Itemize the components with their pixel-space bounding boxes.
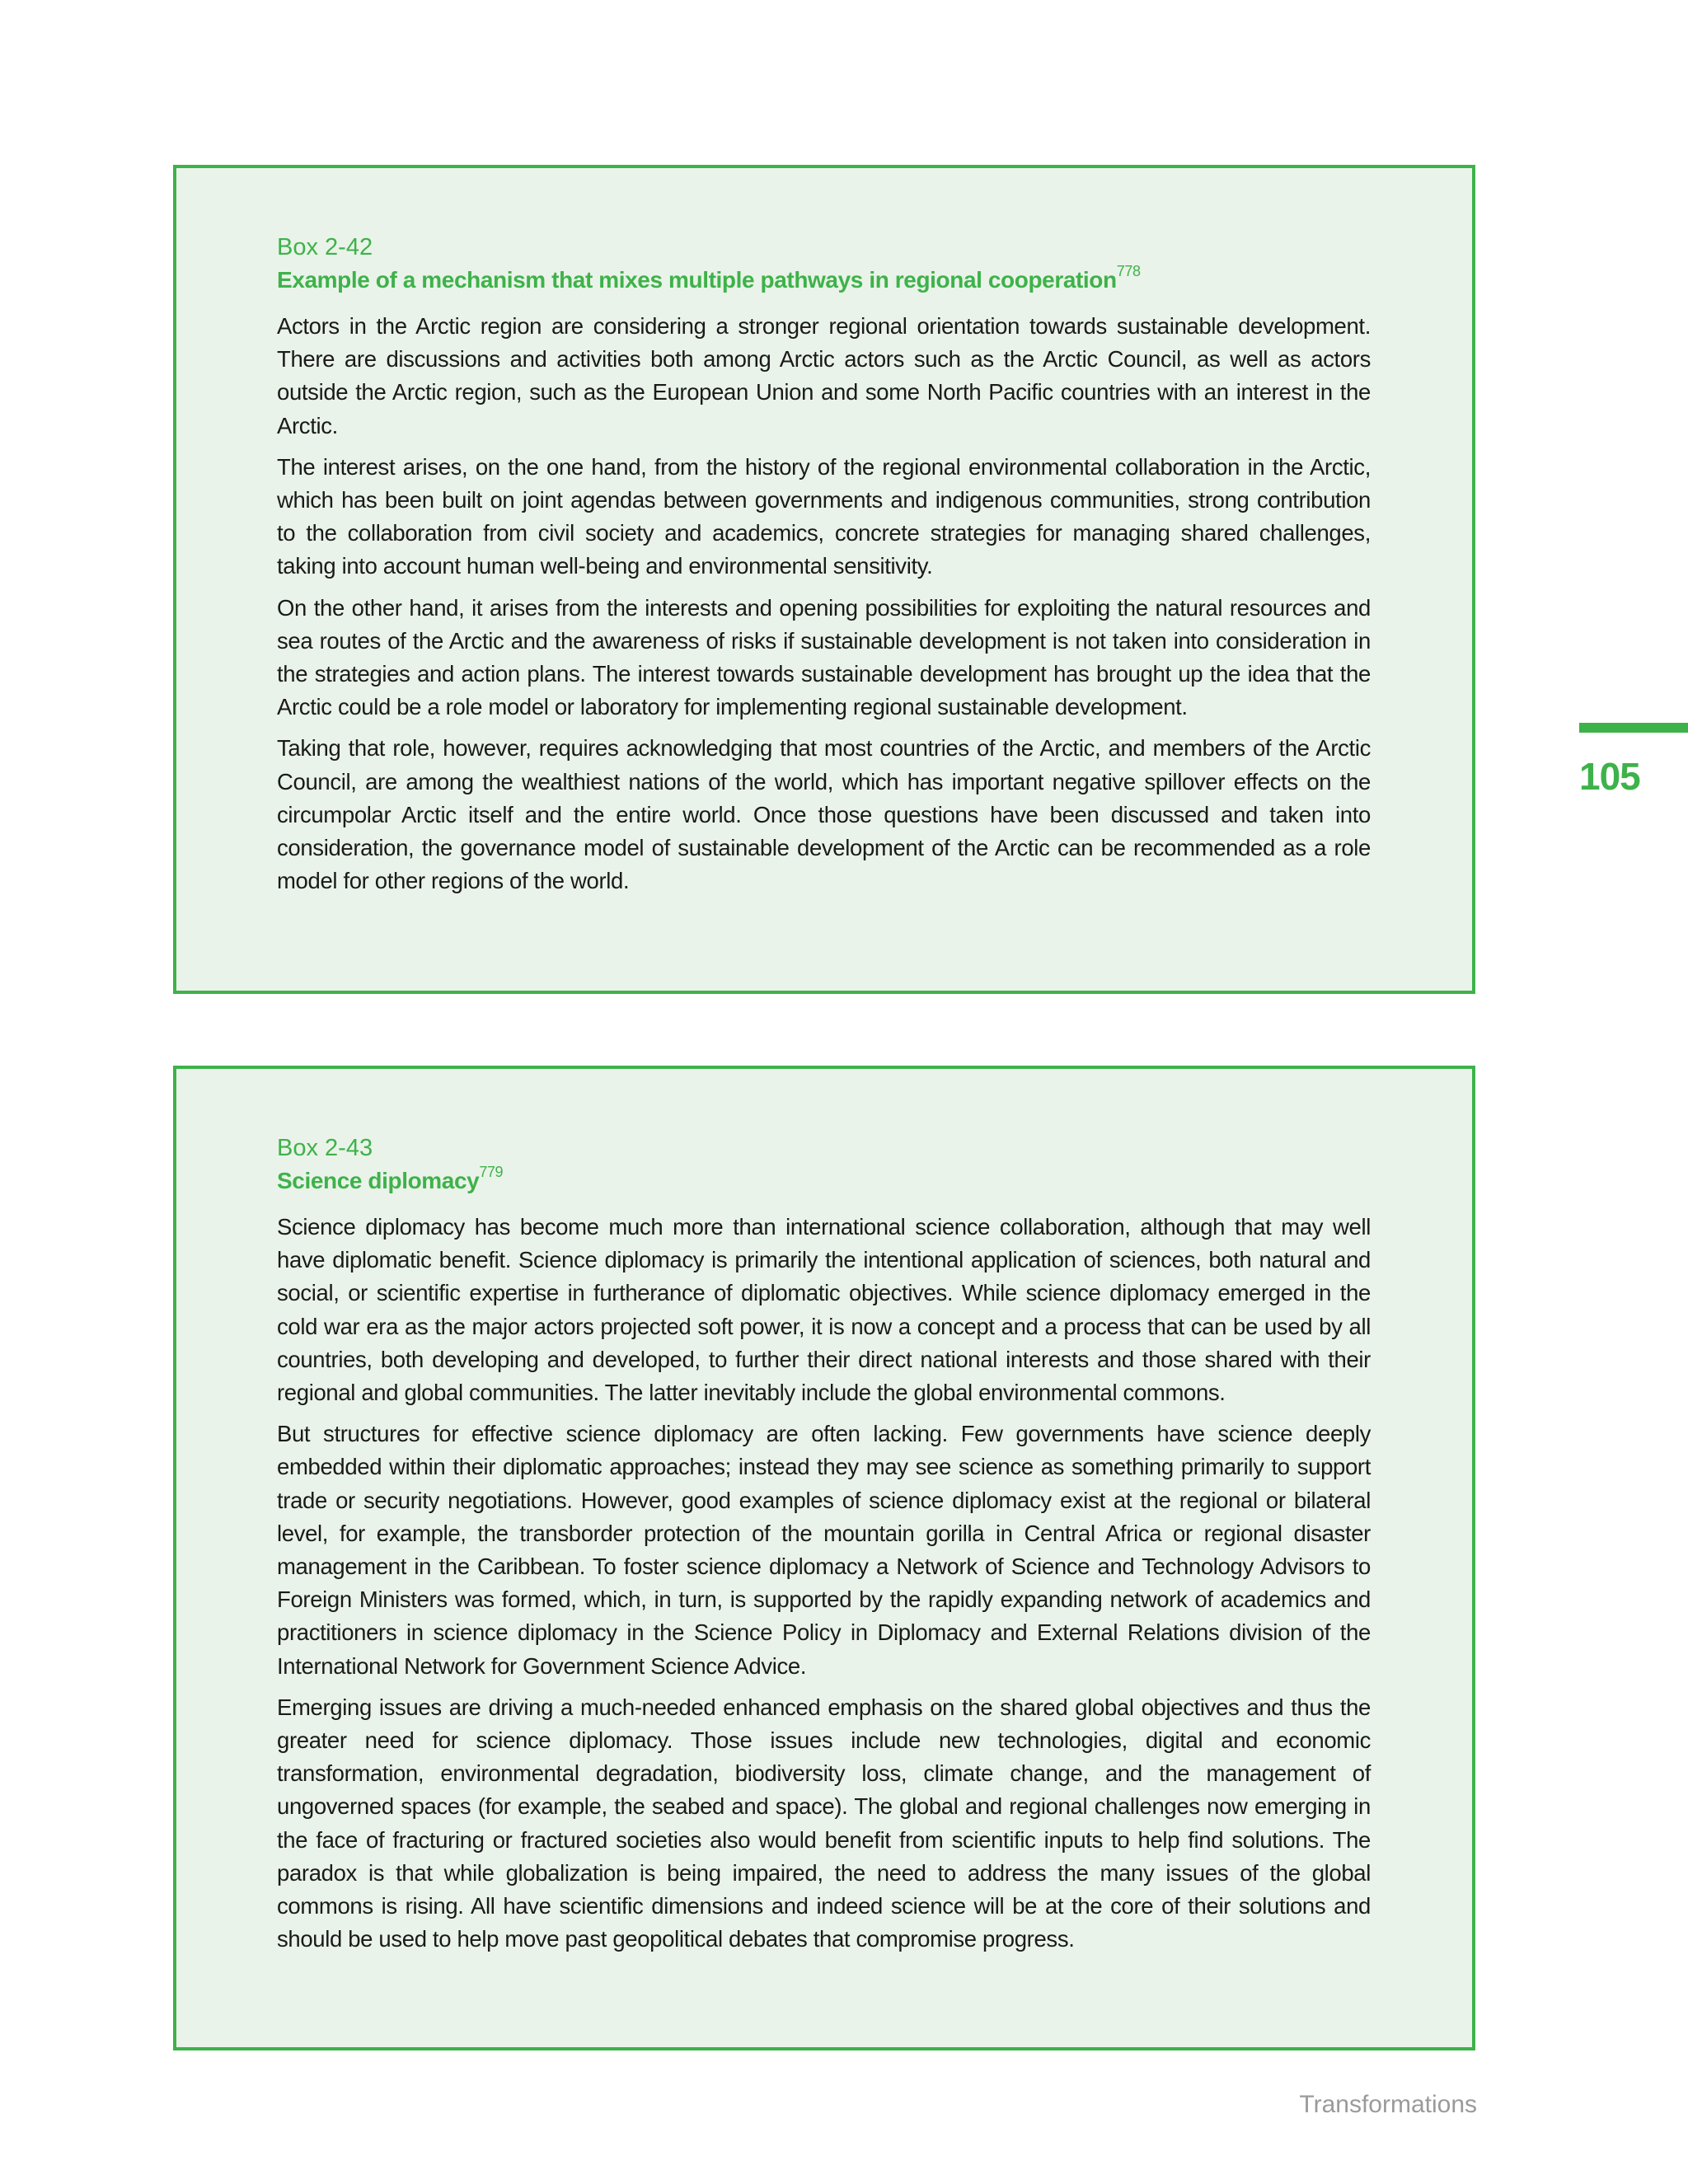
box-number: Box 2-42 xyxy=(277,234,373,260)
box-paragraph: Taking that role, however, requires acknowledging that most countries of the Arctic, and members of the Arctic Council, are among the wealthiest nations of the world, which has important negative spillover effects on the circumpolar Arctic itself and the entire world. Once those questions have been discussed and taken into consideration, the governance model of sustainable development of the Arctic can be recommended as a role model for other regions of the world. xyxy=(277,735,1371,894)
box-paragraph: Emerging issues are driving a much-needed enhanced emphasis on the shared global objectives and thus the greater need for science diplomacy. Those issues include new technologies, digital and economic transformation, environmental degradation, biodiversity loss, climate change, and the management of ungoverned spaces (for example, the seabed and space). The global and regional challenges now emerging in the face of fracturing or fractured societies also would benefit from scientific inputs to help find solutions. The paradox is that while globalization is being impaired, the need to address the many issues of the global commons is rising. All have scientific dimensions and indeed science will be at the core of their solutions and should be used to help move past geopolitical debates that compromise progress. xyxy=(277,1694,1371,1952)
box-paragraph: On the other hand, it arises from the interests and opening possibilities for exploiting the natural resources and sea routes of the Arctic and the awareness of risks if sustainable development is not taken into consideration in the strategies and action plans. The interest towards sustainable development has brought up the idea that the Arctic could be a role model or laboratory for implementing regional sustainable development. xyxy=(277,594,1371,720)
box-paragraph: Science diplomacy has become much more than international science collaboration, although that may well have diplomatic benefit. Science diplomacy is primarily the intentional application of sciences, both natural and social, or scientific expertise in furtherance of diplomatic objectives. While science diplomacy emerged in the cold war era as the major actors projected soft power, it is now a concept and a process that can be used by all countries, both developing and developed, to further their direct national interests and those shared with their regional and global communities. The latter inevitably include the global environmental commons. xyxy=(277,1214,1371,1406)
box-title xyxy=(277,264,1371,297)
box-title xyxy=(277,1165,1371,1197)
footnote-reference[interactable]: 779 xyxy=(479,1164,504,1180)
box-title-text: Example of a mechanism that mixes multiple pathways in regional cooperation xyxy=(277,267,1117,293)
page-marker-bar xyxy=(1579,723,1688,733)
box-paragraph: The interest arises, on the one hand, from the history of the regional environmental collaboration in the Arctic, which has been built on joint agendas between governments and indigenous communities, strong contribution to the collaboration from civil society and academics, concrete strategies for managing shared challenges, taking into account human well-being and environmental sensitivity. xyxy=(277,453,1371,579)
footnote-reference[interactable]: 778 xyxy=(1116,263,1141,279)
box-2-43 xyxy=(173,1066,1475,2050)
box-number: Box 2-43 xyxy=(277,1135,373,1161)
box-title-text: Science diplomacy xyxy=(277,1168,480,1193)
page-number: 105 xyxy=(1579,755,1640,798)
box-paragraph: But structures for effective science diplomacy are often lacking. Few governments have science deeply embedded within their diplomatic approaches; instead they may see science as something primarily to support trade or security negotiations. However, good examples of science diplomacy exist at the regional or bilateral level, for example, the transborder protection of the mountain gorilla in Central Africa or regional disaster management in the Caribbean. To foster science diplomacy a Network of Science and Technology Advisors to Foreign Ministers was formed, which, in turn, is supported by the rapidly expanding network of academics and practitioners in science diplomacy in the Science Policy in Diplomacy and External Relations division of the International Network for Government Science Advice. xyxy=(277,1421,1371,1679)
box-2-42 xyxy=(173,165,1475,994)
running-footer: Transformations xyxy=(1299,2091,1477,2118)
box-paragraph: Actors in the Arctic region are considering a stronger regional orientation towards sustainable development. There are discussions and activities both among Arctic actors such as the Arctic Council, as well as actors outside the Arctic region, such as the European Union and some North Pacific countries with an interest in the Arctic. xyxy=(277,313,1371,438)
